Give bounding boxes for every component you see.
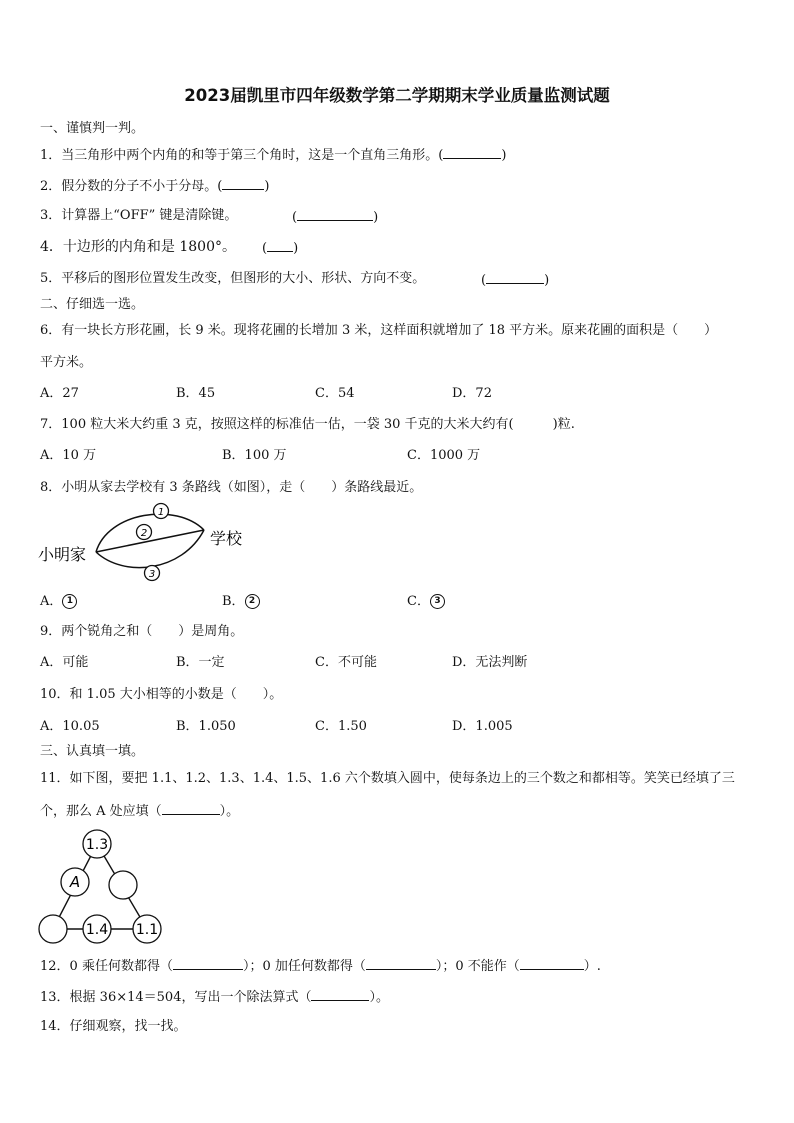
triangle-diagram bbox=[36, 828, 164, 946]
option-6-d[interactable]: D．72 bbox=[452, 386, 492, 401]
answer-blank-12a[interactable] bbox=[173, 957, 243, 970]
paren-close: ) bbox=[501, 148, 507, 163]
answer-blank-1[interactable] bbox=[443, 146, 501, 159]
question-3 bbox=[40, 208, 237, 224]
route-1-mark: 1 bbox=[157, 507, 165, 518]
paren-close: ) bbox=[264, 179, 270, 194]
question-14: 14．仔细观察，找一找。 bbox=[40, 1019, 187, 1034]
route-diagram bbox=[36, 500, 266, 588]
answer-blank-12b[interactable] bbox=[366, 957, 436, 970]
option-7-c[interactable]: C．1000 万 bbox=[407, 448, 481, 463]
paren-close: ) bbox=[544, 273, 550, 288]
page-title: 2023届凯里市四年级数学第二学期期末学业质量监测试题 bbox=[184, 86, 610, 105]
question-10: 10．和 1.05 大小相等的小数是（ ）。 bbox=[40, 687, 283, 702]
option-7-b[interactable]: B．100 万 bbox=[222, 448, 287, 463]
circle-bottom-mid-value: 1.4 bbox=[85, 922, 109, 938]
question-12-text-c: ）；0 不能作（ bbox=[435, 959, 520, 974]
answer-blank-12c[interactable] bbox=[520, 957, 584, 970]
section-heading-2: 二、仔细选一选。 bbox=[40, 297, 145, 312]
route-mark: 1 bbox=[62, 594, 77, 609]
option-letter: A． bbox=[40, 594, 63, 609]
option-9-a[interactable]: A．可能 bbox=[40, 655, 89, 670]
question-9: 9．两个锐角之和（ ）是周角。 bbox=[40, 624, 244, 639]
question-11-line-2 bbox=[40, 802, 239, 820]
answer-blank-4[interactable] bbox=[267, 239, 293, 252]
paren-open: ( bbox=[262, 241, 268, 256]
question-1 bbox=[40, 146, 506, 164]
option-letter: C． bbox=[407, 594, 430, 609]
school-label: 学校 bbox=[210, 529, 243, 548]
section-heading-1: 一、谨慎判一判。 bbox=[40, 121, 145, 136]
answer-blank-2[interactable] bbox=[222, 177, 264, 190]
question-8: 8．小明从家去学校有 3 条路线（如图），走（ ）条路线最近。 bbox=[40, 480, 423, 495]
question-11-line-1: 11．如下图，要把 1.1、1.2、1.3、1.4、1.5、1.6 六个数填入圆中，使每条边上的三个数之和都相等。笑笑已经填了三 bbox=[40, 771, 735, 786]
paren-open: ( bbox=[292, 210, 298, 225]
answer-paren-5 bbox=[481, 271, 549, 289]
circle-bottom-left bbox=[39, 915, 67, 943]
option-9-c[interactable]: C．不可能 bbox=[315, 655, 377, 670]
option-7-a[interactable]: A．10 万 bbox=[40, 448, 97, 463]
answer-blank-3[interactable] bbox=[297, 208, 373, 221]
question-5 bbox=[40, 271, 425, 287]
option-10-c[interactable]: C．1.50 bbox=[315, 719, 367, 734]
option-6-a[interactable]: A．27 bbox=[40, 386, 79, 401]
question-1-text: 1．当三角形中两个内角的和等于第三个角时，这是一个直角三角形。( bbox=[40, 148, 444, 163]
answer-paren-3 bbox=[292, 208, 378, 226]
question-12 bbox=[40, 957, 601, 975]
home-label: 小明家 bbox=[38, 545, 87, 564]
question-2-text: 2．假分数的分子不小于分母。( bbox=[40, 179, 223, 194]
circle-top-value: 1.3 bbox=[85, 837, 109, 853]
option-8-a[interactable] bbox=[40, 594, 77, 610]
question-6-line-2: 平方米。 bbox=[40, 355, 93, 370]
question-4-text: 4．十边形的内角和是 1800°。 bbox=[40, 239, 236, 255]
question-12-text-b: ）；0 加任何数都得（ bbox=[242, 959, 366, 974]
question-5-text: 5．平移后的图形位置发生改变，但图形的大小、形状、方向不变。 bbox=[40, 271, 426, 286]
option-letter: B． bbox=[222, 594, 245, 609]
question-4 bbox=[40, 239, 236, 255]
question-13 bbox=[40, 988, 389, 1006]
question-7: 7．100 粒大米大约重 3 克，按照这样的标准估一估，一袋 30 千克的大米大约有( )粒. bbox=[40, 417, 575, 432]
option-6-c[interactable]: C．54 bbox=[315, 386, 355, 401]
question-12-text-a: 12．0 乘任何数都得（ bbox=[40, 959, 173, 974]
option-9-d[interactable]: D．无法判断 bbox=[452, 655, 528, 670]
option-8-c[interactable] bbox=[407, 594, 445, 610]
question-3-text: 3．计算器上“OFF” 键是清除键。 bbox=[40, 208, 238, 223]
paren-close: ）。 bbox=[369, 990, 389, 1005]
route-mark: 3 bbox=[430, 594, 445, 609]
paren-close: ) bbox=[373, 210, 379, 225]
option-10-d[interactable]: D．1.005 bbox=[452, 719, 513, 734]
option-6-b[interactable]: B．45 bbox=[176, 386, 216, 401]
answer-paren-4 bbox=[262, 239, 298, 257]
answer-blank-11[interactable] bbox=[162, 802, 220, 815]
route-2-mark: 2 bbox=[140, 528, 148, 539]
option-10-a[interactable]: A．10.05 bbox=[40, 719, 100, 734]
question-13-text: 13．根据 36×14＝504，写出一个除法算式（ bbox=[40, 990, 312, 1005]
paren-close: ) bbox=[293, 241, 299, 256]
option-8-b[interactable] bbox=[222, 594, 260, 610]
paren-open: ( bbox=[481, 273, 487, 288]
question-12-text-d: ）. bbox=[583, 959, 601, 974]
route-3-mark: 3 bbox=[148, 569, 156, 580]
route-mark: 2 bbox=[245, 594, 260, 609]
circle-left-mid-value: A bbox=[69, 873, 81, 891]
question-11-text: 个，那么 A 处应填（ bbox=[40, 804, 162, 819]
answer-blank-5[interactable] bbox=[486, 271, 544, 284]
question-2 bbox=[40, 177, 269, 195]
option-9-b[interactable]: B．一定 bbox=[176, 655, 225, 670]
option-10-b[interactable]: B．1.050 bbox=[176, 719, 236, 734]
circle-bottom-right-value: 1.1 bbox=[135, 922, 159, 938]
circle-right-mid bbox=[109, 871, 137, 899]
answer-blank-13[interactable] bbox=[311, 988, 369, 1001]
section-heading-3: 三、认真填一填。 bbox=[40, 744, 145, 759]
question-6-line-1: 6．有一块长方形花圃，长 9 米。现将花圃的长增加 3 米，这样面积就增加了 18 平方米。原来花圃的面积是（ ） bbox=[40, 323, 718, 338]
paren-close: ）。 bbox=[219, 804, 240, 819]
